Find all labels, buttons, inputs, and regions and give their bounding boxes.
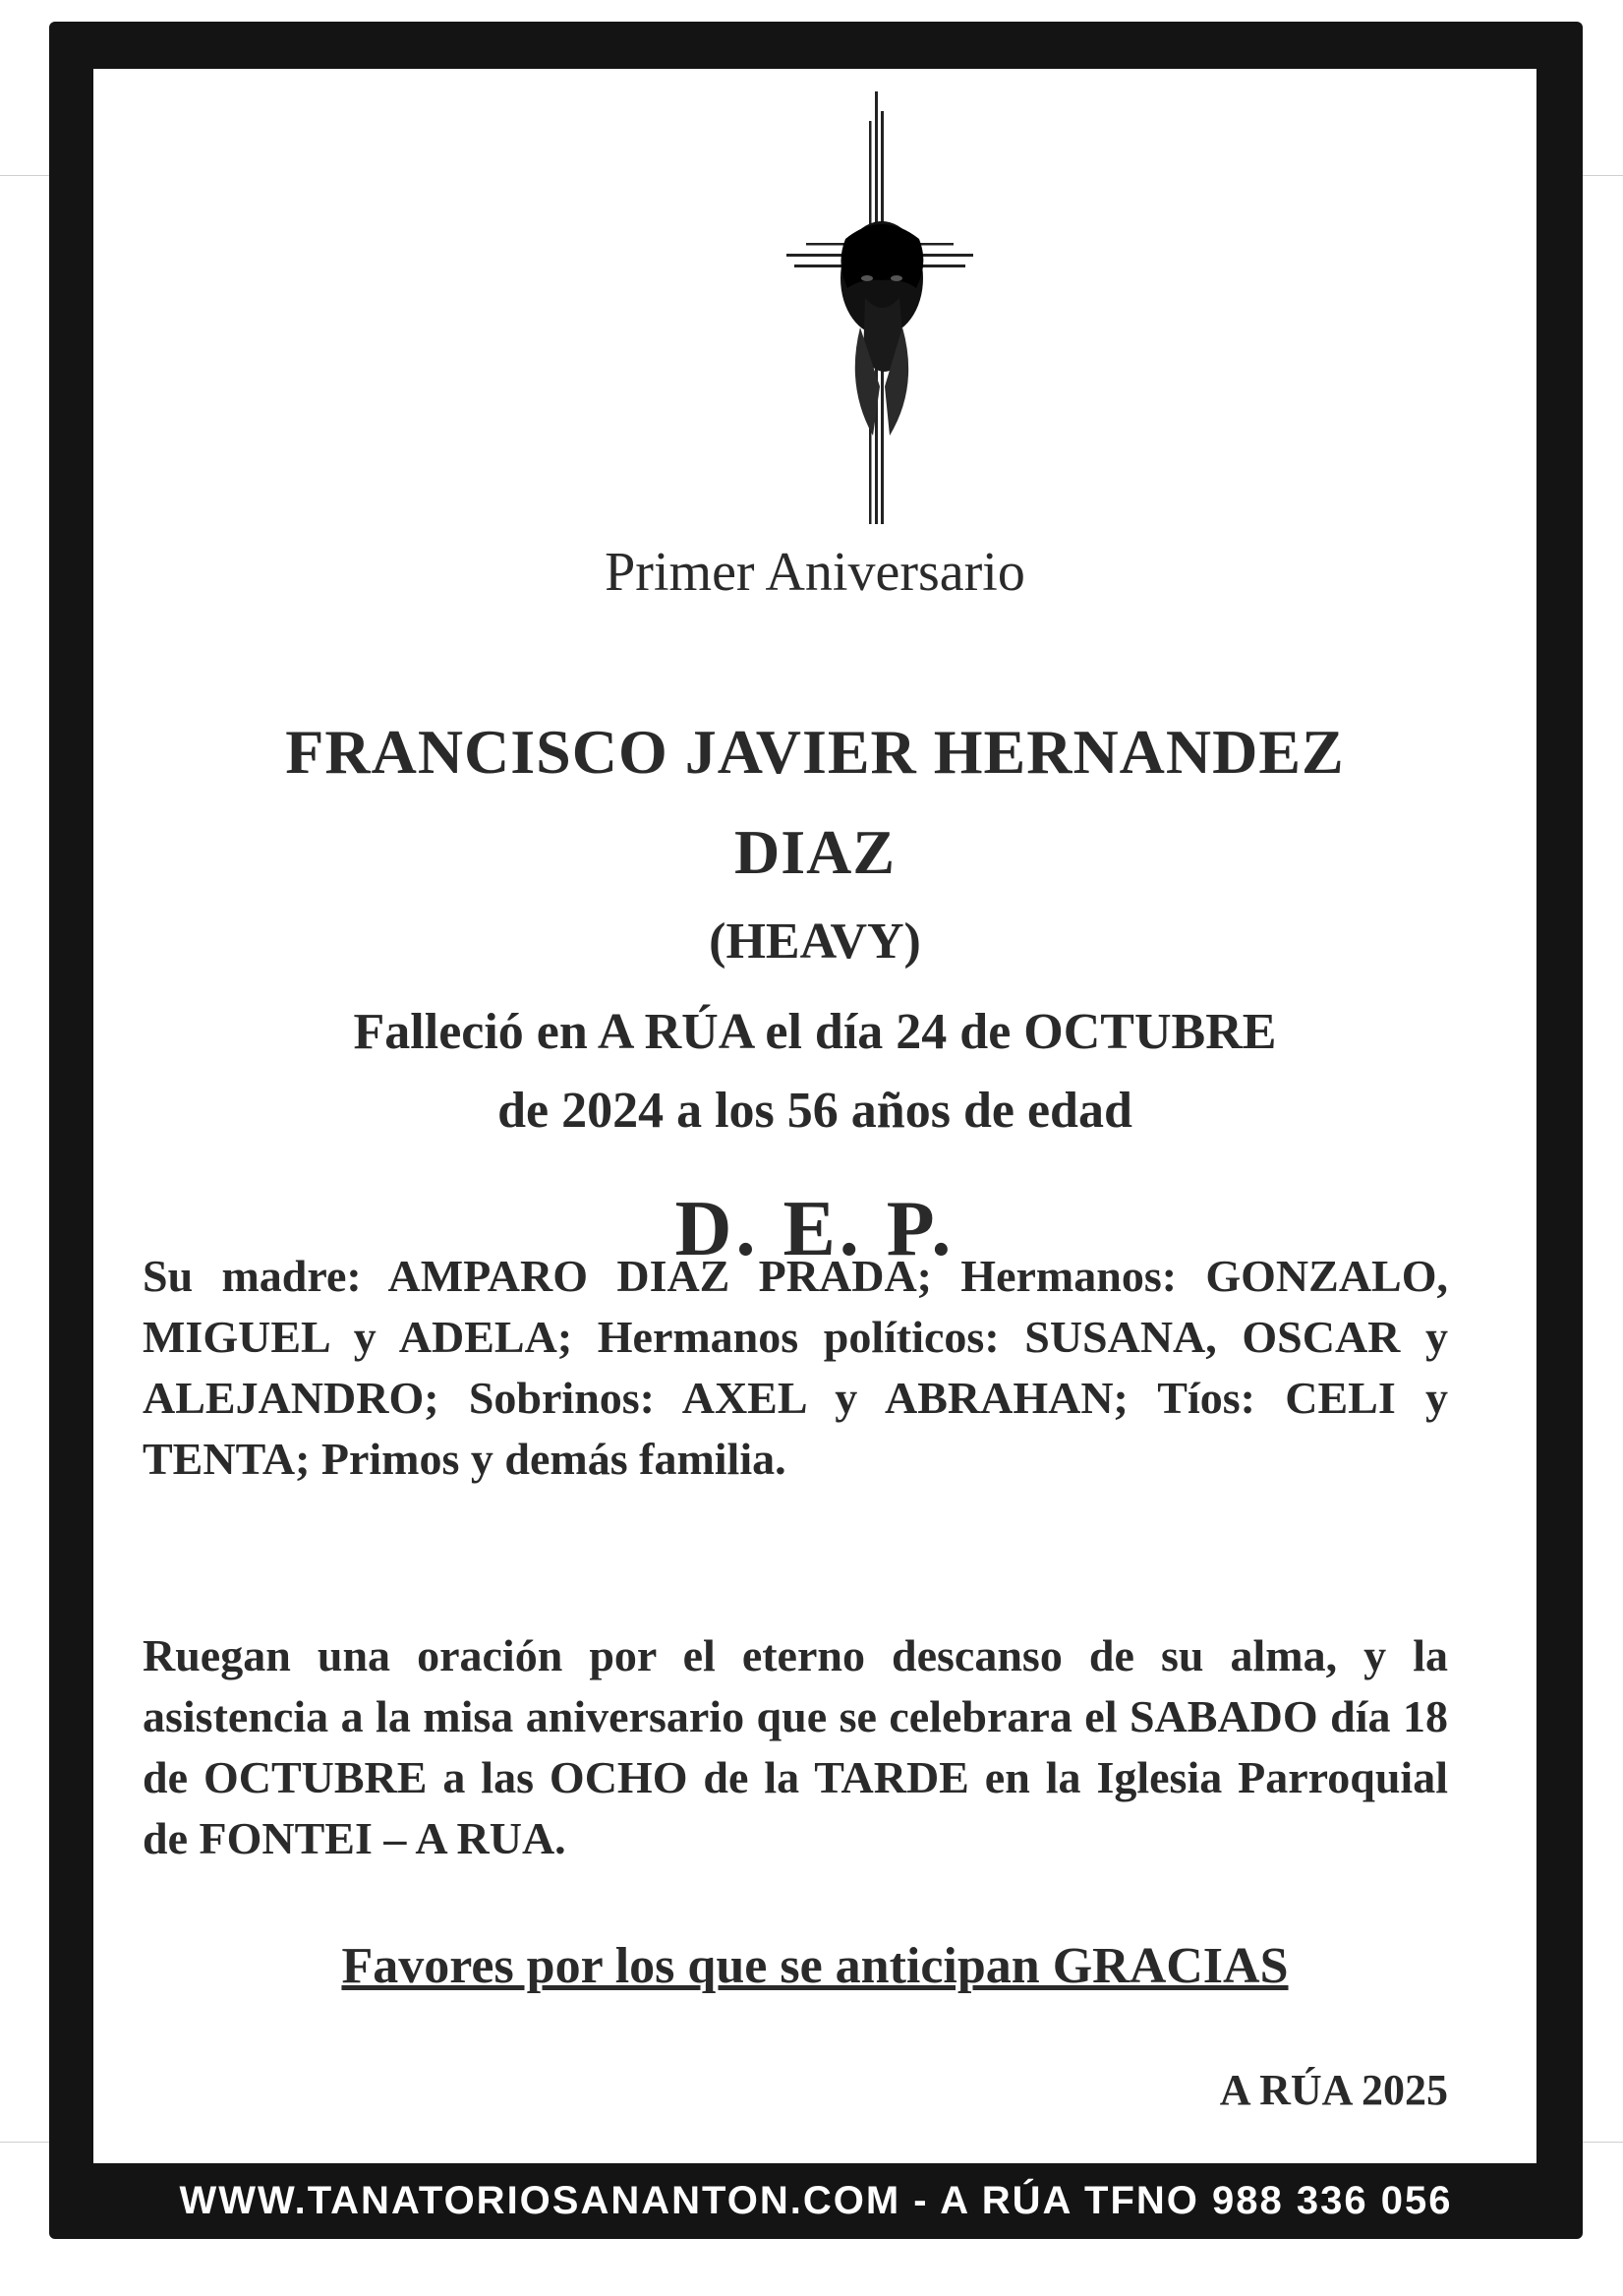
notice-card (93, 69, 1536, 2163)
crucifix-icon (786, 91, 973, 524)
anniversary-heading: Primer Aniversario (605, 542, 1025, 603)
death-details-line2: de 2024 a los 56 años de edad (497, 1083, 1132, 1139)
thanks-line: Favores por los que se anticipan GRACIAS (341, 1938, 1289, 1994)
death-details-line1: Falleció en A RÚA el día 24 de OCTUBRE (353, 1004, 1277, 1060)
prayer-paragraph: Ruegan una oración por el eterno descanso de su alma, y la asistencia a la misa aniversario que se celebrara el SABADO día 18 de OCTUBRE a las OCHO de la TARDE en la Iglesia Parroquial de FONTEI – A RUA. (143, 1630, 1448, 1863)
family-paragraph: Su madre: AMPARO DIAZ PRADA; Hermanos: GONZALO, MIGUEL y ADELA; Hermanos políticos: SUSANA, OSCAR y ALEJANDRO; Sobrinos: AXEL y ABRAHAN; Tíos: CELI y TENTA; Primos y demás familia. (143, 1251, 1448, 1484)
deceased-name-line2: DIAZ (733, 817, 897, 887)
rip-abbreviation: D. E. P. (674, 1186, 956, 1272)
place-year: A RÚA 2025 (1219, 2066, 1448, 2114)
deceased-nickname: (HEAVY) (709, 913, 921, 970)
deceased-name-line1: FRANCISCO JAVIER HERNANDEZ (285, 717, 1345, 787)
footer-contact: WWW.TANATORIOSANANTON.COM - A RÚA TFNO 988 336 056 (179, 2179, 1453, 2222)
